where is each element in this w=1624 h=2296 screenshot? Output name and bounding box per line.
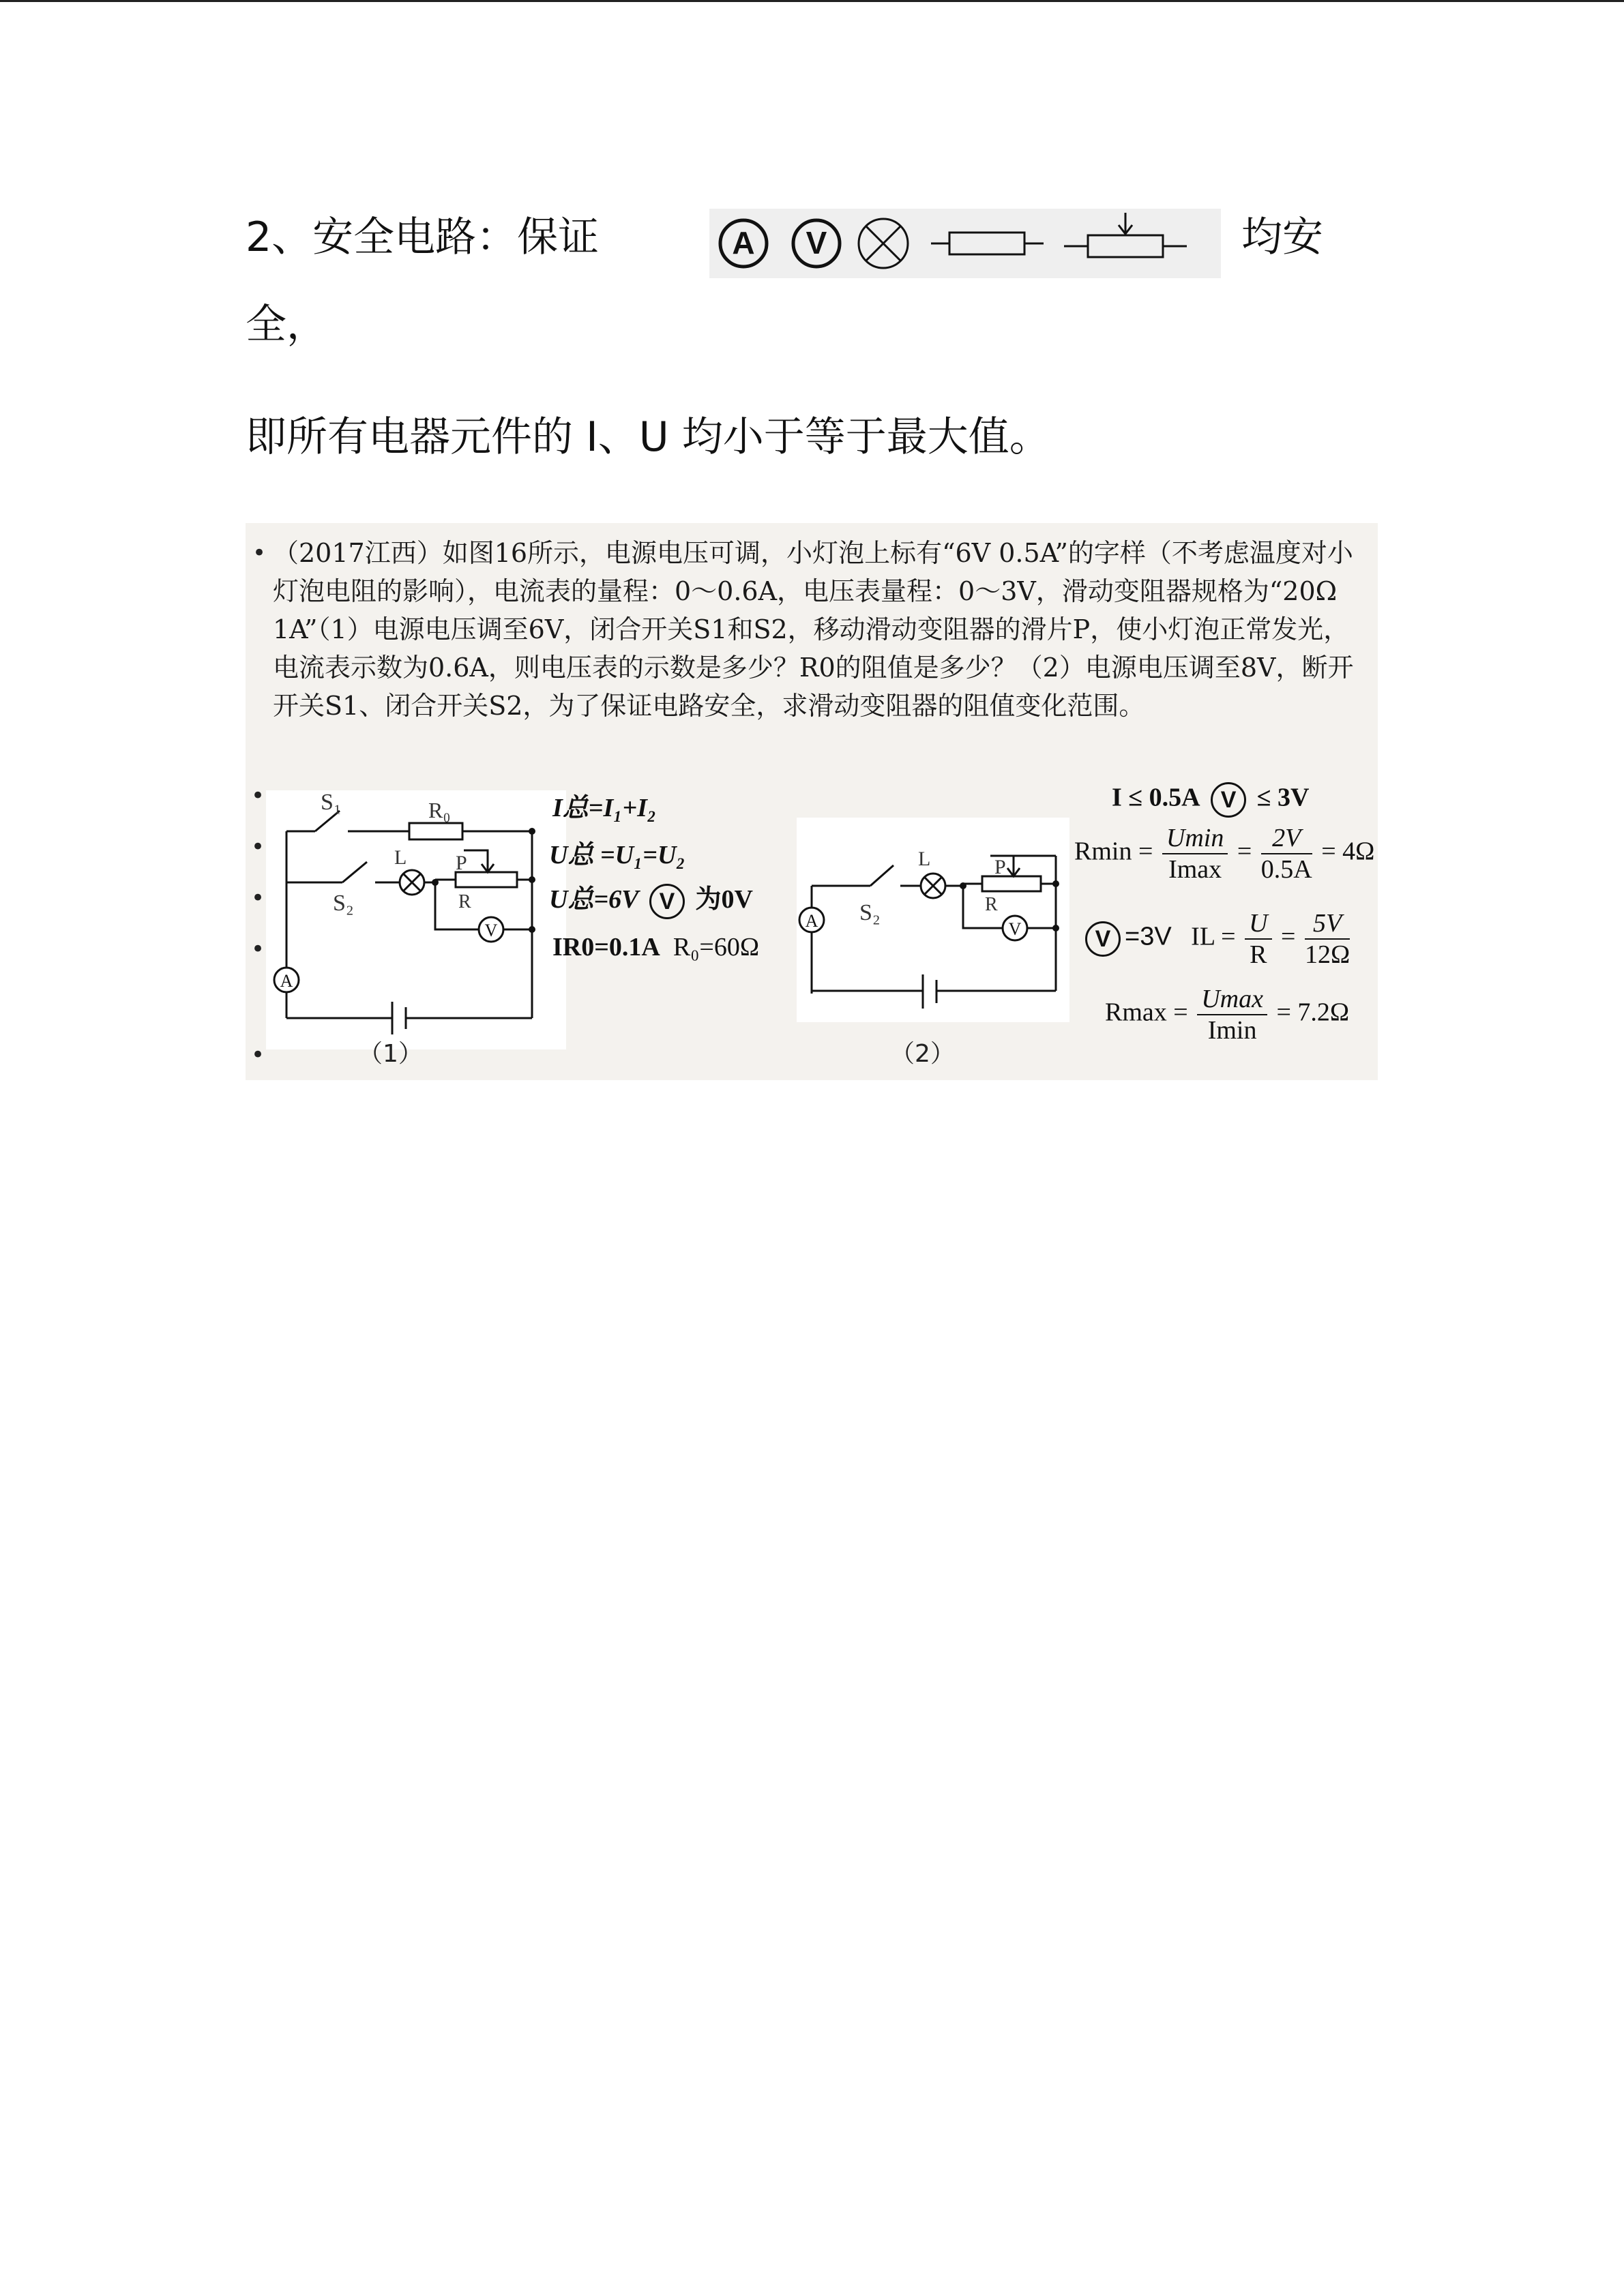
circuit1-ammeter-label: A bbox=[280, 971, 293, 991]
problem-text: （2017江西）如图16所示，电源电压可调，小灯泡上标有“6V 0.5A”的字样（不考虑温度对小灯泡电阻的影响），电流表的量程：0～0.6A，电压表量程：0～3V，滑动变阻器规格为“20Ω 1A”（1）电源电压调至6V，闭合开关S1和S2，移动滑动变阻器的滑片P，使小灯泡正常发光，电流表示数为0.6A，则电压表的示数是多少？R0的阻值是多少？（2）电源电压调至8V，断开开关S1、闭合开关S2，为了保证电路安全，求滑动变阻器的阻值变化范围。 bbox=[273, 538, 1354, 721]
circuit1-voltmeter-label: V bbox=[484, 921, 498, 940]
bullet: • bbox=[251, 1041, 265, 1069]
voltmeter-symbol-icon bbox=[793, 220, 840, 267]
circuit2-s2-label: S₂ bbox=[859, 900, 881, 925]
eq-limits: I ≤ 0.5A V ≤ 3V bbox=[1112, 782, 1309, 818]
bullet: • bbox=[251, 782, 265, 809]
line1-prefix: 2、安全电路：保证 bbox=[246, 213, 600, 261]
circuit1-p-label: P bbox=[456, 852, 467, 874]
eq-lamp-current: V =3V IL = $\frac{U}{R}$ = $\frac{5V}{12\Omega}$ bbox=[1081, 908, 1353, 970]
circuit1-lamp-label: L bbox=[394, 846, 407, 869]
lamp-symbol-icon bbox=[859, 219, 908, 268]
eq-rmax: Rmax = $\frac{Umax}{Imin}$ = 7.2Ω bbox=[1105, 985, 1350, 1045]
circuit-diagram-2 bbox=[797, 818, 1069, 1022]
circuit2-ammeter-label: A bbox=[805, 911, 818, 931]
ammeter-symbol-icon bbox=[720, 220, 767, 267]
component-symbols bbox=[709, 209, 1221, 278]
circuit1-s2-label: S₂ bbox=[333, 891, 354, 916]
eq-rmin: Rmin = $\frac{Umin}{Imax}$ = $\frac{2V}{0.5A}$ = 4Ω bbox=[1074, 824, 1375, 884]
eq-voltage-equal: U总 =U₁=U₂ bbox=[549, 841, 685, 869]
circuit2-r-label: R bbox=[985, 894, 998, 915]
circuit1-r0-label: R₀ bbox=[428, 798, 451, 822]
problem-statement bbox=[252, 534, 1364, 725]
svg-text:V: V bbox=[806, 225, 827, 260]
voltmeter-inline-icon: V bbox=[649, 884, 685, 919]
line2-text: 全， bbox=[246, 301, 327, 348]
circuit1-caption: （1） bbox=[358, 1040, 423, 1068]
circuit-diagram-1 bbox=[266, 790, 566, 1049]
eq-voltage-6v: U总=6V V 为0V bbox=[549, 878, 753, 919]
rheostat-symbol-icon bbox=[1064, 213, 1187, 257]
line3-text: 即所有电器元件的 I、U 均小于等于最大值。 bbox=[246, 413, 1050, 461]
line1-suffix: 均安 bbox=[1241, 213, 1323, 261]
voltmeter-inline-icon: V bbox=[1211, 782, 1246, 818]
resistor-symbol-icon bbox=[931, 233, 1044, 254]
eq-current-sum: I总=I₁+I₂ bbox=[552, 794, 657, 822]
page-top-border bbox=[0, 0, 1624, 2]
bullet: • bbox=[252, 539, 267, 567]
voltmeter-inline-icon: V bbox=[1085, 921, 1121, 957]
circuit2-voltmeter-label: V bbox=[1008, 919, 1022, 939]
bullet: • bbox=[251, 833, 265, 861]
circuit1-s1-label: S₁ bbox=[321, 790, 342, 815]
circuit1-r-label: R bbox=[458, 891, 471, 912]
svg-text:A: A bbox=[732, 225, 755, 260]
example-problem-slide bbox=[246, 523, 1378, 1080]
circuit2-p-label: P bbox=[994, 856, 1006, 878]
bullet: • bbox=[251, 884, 265, 912]
circuit2-lamp-label: L bbox=[918, 848, 931, 870]
eq-r0: IR0=0.1A R₀=60Ω bbox=[552, 933, 760, 961]
component-symbols-strip bbox=[709, 209, 1221, 278]
circuit2-caption: （2） bbox=[890, 1040, 955, 1068]
bullet: • bbox=[251, 936, 265, 963]
